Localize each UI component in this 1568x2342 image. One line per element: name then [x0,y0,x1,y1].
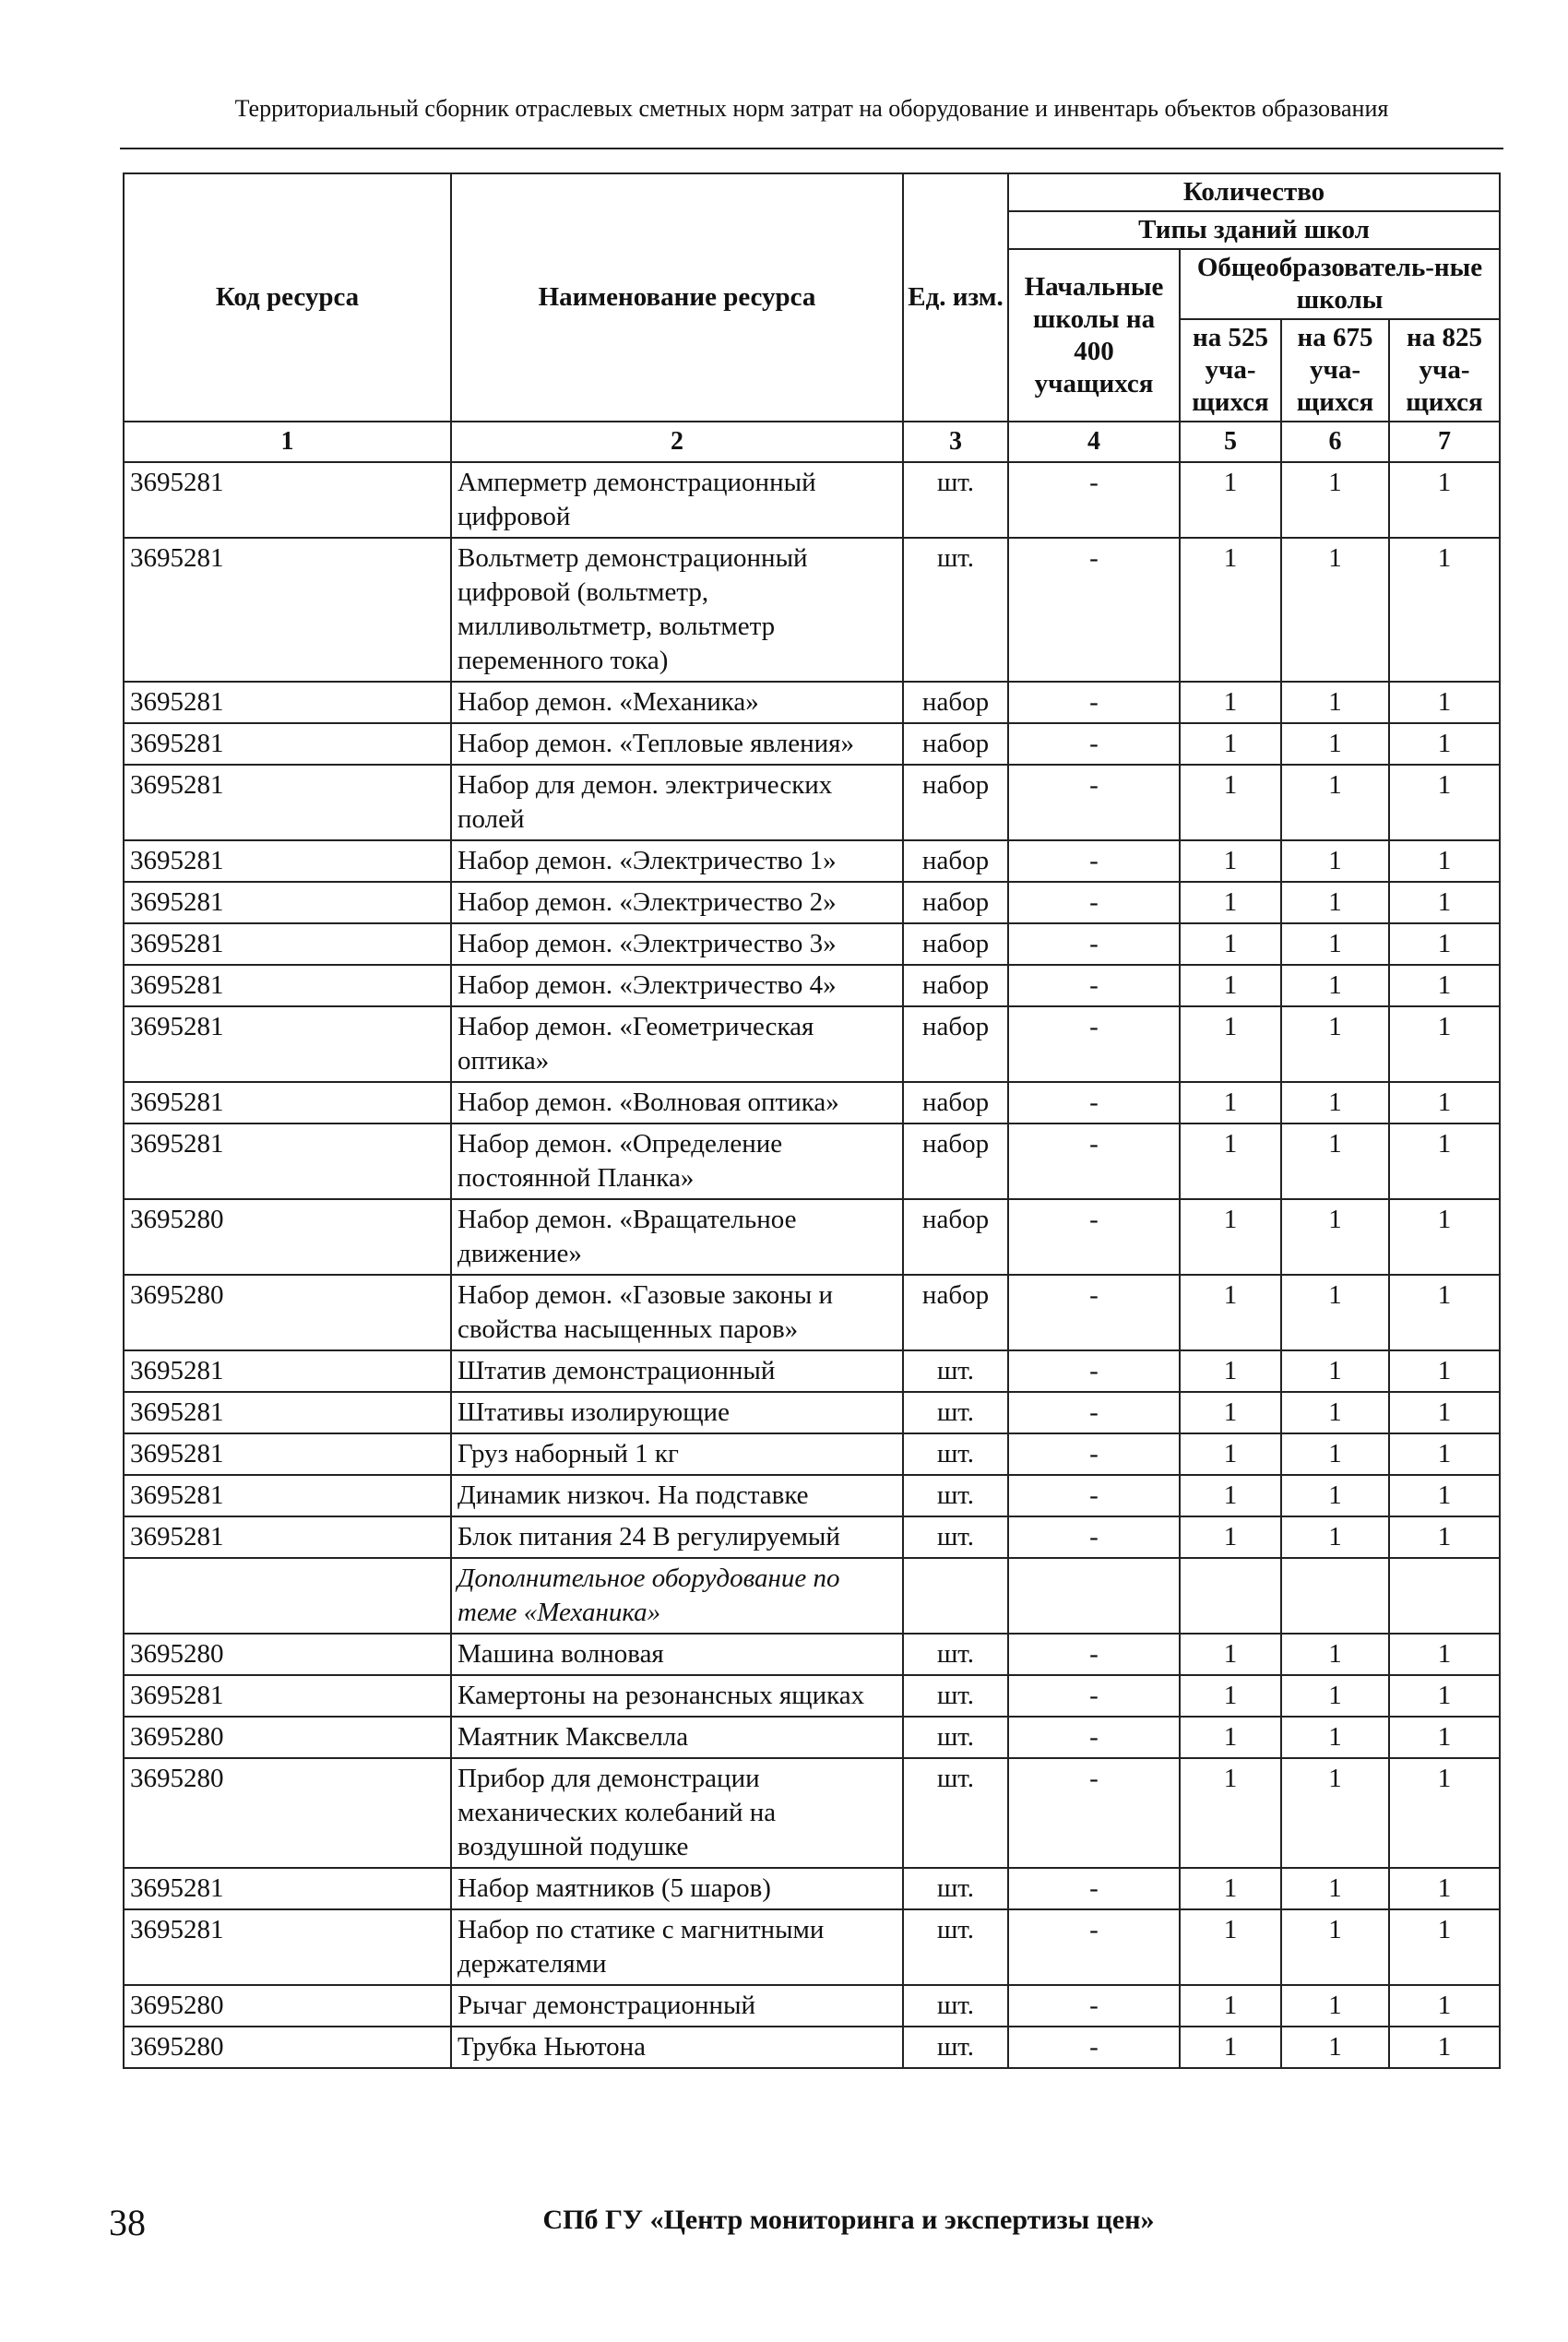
section-row [124,1558,1500,1634]
table-row [124,538,1500,682]
resource-name: Набор для демон. электрических полей [451,765,903,840]
quantity-525: 1 [1180,2027,1281,2068]
resource-code: 3695281 [124,462,451,538]
quantity-400: - [1008,1433,1180,1475]
unit-of-measure: набор [903,723,1008,765]
unit-of-measure: шт. [903,462,1008,538]
table-row [124,965,1500,1006]
resource-name: Машина волновая [451,1634,903,1675]
quantity-400: - [1008,462,1180,538]
quantity-825: 1 [1389,1123,1500,1199]
quantity-825: 1 [1389,765,1500,840]
empty-cell [1281,1558,1389,1634]
section-code-cell [124,1558,451,1634]
quantity-825: 1 [1389,1516,1500,1558]
resource-name: Набор демон. «Электричество 3» [451,923,903,965]
table-row [124,840,1500,882]
column-number: 7 [1389,422,1500,462]
resource-name: Камертоны на резонансных ящиках [451,1675,903,1717]
resource-name: Набор по статике с магнитными держателями [451,1909,903,1985]
resource-name: Набор демон. «Электричество 2» [451,882,903,923]
quantity-675: 1 [1281,1675,1389,1717]
resource-code: 3695281 [124,1350,451,1392]
column-number: 2 [451,422,903,462]
quantity-400: - [1008,723,1180,765]
unit-of-measure: шт. [903,1985,1008,2027]
quantity-675: 1 [1281,682,1389,723]
quantity-675: 1 [1281,723,1389,765]
unit-of-measure: набор [903,682,1008,723]
resource-code: 3695281 [124,1868,451,1909]
resource-name: Блок питания 24 В регулируемый [451,1516,903,1558]
table-row [124,1123,1500,1199]
table-row [124,1199,1500,1275]
empty-cell [1008,1558,1180,1634]
unit-of-measure: шт. [903,1634,1008,1675]
resource-name: Вольтметр демонстрационный цифровой (вольтметр, милливольтметр, вольтметр переменного тока) [451,538,903,682]
quantity-400: - [1008,1082,1180,1123]
unit-of-measure: шт. [903,1516,1008,1558]
quantity-525: 1 [1180,1675,1281,1717]
table-row [124,765,1500,840]
column-number: 3 [903,422,1008,462]
quantity-675: 1 [1281,1006,1389,1082]
resource-name: Рычаг демонстрационный [451,1985,903,2027]
table-row [124,462,1500,538]
resource-code: 3695281 [124,923,451,965]
quantity-825: 1 [1389,1758,1500,1868]
resource-code: 3695281 [124,1082,451,1123]
unit-of-measure: шт. [903,1475,1008,1516]
header-quantity: Количество [1008,173,1500,211]
quantity-525: 1 [1180,1475,1281,1516]
quantity-825: 1 [1389,1868,1500,1909]
resource-table [123,172,1501,2069]
quantity-825: 1 [1389,1350,1500,1392]
quantity-675: 1 [1281,2027,1389,2068]
resource-code: 3695280 [124,1758,451,1868]
quantity-525: 1 [1180,965,1281,1006]
quantity-525: 1 [1180,765,1281,840]
table-row [124,1433,1500,1475]
quantity-400: - [1008,1350,1180,1392]
column-number: 1 [124,422,451,462]
quantity-675: 1 [1281,1985,1389,2027]
resource-code: 3695281 [124,1392,451,1433]
quantity-400: - [1008,840,1180,882]
quantity-825: 1 [1389,1275,1500,1350]
resource-code: 3695281 [124,765,451,840]
resource-name: Набор демон. «Электричество 1» [451,840,903,882]
unit-of-measure: шт. [903,2027,1008,2068]
header-primary-schools: Начальные школы на 400 учащихся [1008,249,1180,422]
resource-code: 3695281 [124,1516,451,1558]
quantity-400: - [1008,1758,1180,1868]
page-header: Территориальный сборник отраслевых сметных норм затрат на оборудование и инвентарь объектов образования [234,95,1389,122]
quantity-825: 1 [1389,965,1500,1006]
quantity-675: 1 [1281,1350,1389,1392]
quantity-525: 1 [1180,723,1281,765]
unit-of-measure: шт. [903,1392,1008,1433]
quantity-675: 1 [1281,538,1389,682]
unit-of-measure: набор [903,1082,1008,1123]
quantity-825: 1 [1389,2027,1500,2068]
quantity-525: 1 [1180,1758,1281,1868]
quantity-525: 1 [1180,682,1281,723]
resource-name: Амперметр демонстрационный цифровой [451,462,903,538]
section-title: Дополнительное оборудование по теме «Механика» [451,1558,903,1634]
table-row [124,1985,1500,2027]
table-row [124,1717,1500,1758]
resource-code: 3695281 [124,882,451,923]
quantity-525: 1 [1180,1082,1281,1123]
resource-code: 3695281 [124,1475,451,1516]
unit-of-measure: набор [903,1275,1008,1350]
quantity-525: 1 [1180,462,1281,538]
header-code: Код ресурса [124,173,451,422]
quantity-400: - [1008,1006,1180,1082]
resource-code: 3695280 [124,1199,451,1275]
unit-of-measure: набор [903,882,1008,923]
footer-organization: СПб ГУ «Центр мониторинга и экспертизы цен» [542,2205,1155,2235]
resource-code: 3695281 [124,1675,451,1717]
quantity-400: - [1008,1717,1180,1758]
header-525: на 525 уча-щихся [1180,319,1281,422]
unit-of-measure: шт. [903,1868,1008,1909]
quantity-675: 1 [1281,1634,1389,1675]
header-unit: Ед. изм. [903,173,1008,422]
resource-code: 3695281 [124,538,451,682]
quantity-525: 1 [1180,1199,1281,1275]
resource-code: 3695281 [124,965,451,1006]
empty-cell [1389,1558,1500,1634]
quantity-400: - [1008,1516,1180,1558]
unit-of-measure: шт. [903,1433,1008,1475]
page-number: 38 [109,2202,146,2243]
quantity-400: - [1008,538,1180,682]
header-divider [120,148,1503,149]
table-row [124,1475,1500,1516]
resource-code: 3695280 [124,1985,451,2027]
quantity-525: 1 [1180,1868,1281,1909]
quantity-825: 1 [1389,1392,1500,1433]
header-general-schools: Общеобразователь-ные школы [1180,249,1500,319]
quantity-675: 1 [1281,965,1389,1006]
quantity-825: 1 [1389,1909,1500,1985]
quantity-675: 1 [1281,1868,1389,1909]
resource-name: Набор демон. «Геометрическая оптика» [451,1006,903,1082]
quantity-825: 1 [1389,1006,1500,1082]
quantity-400: - [1008,882,1180,923]
quantity-675: 1 [1281,1275,1389,1350]
quantity-825: 1 [1389,882,1500,923]
quantity-525: 1 [1180,1909,1281,1985]
quantity-400: - [1008,923,1180,965]
header-name: Наименование ресурса [451,173,903,422]
quantity-675: 1 [1281,923,1389,965]
quantity-400: - [1008,1634,1180,1675]
table-row [124,882,1500,923]
quantity-675: 1 [1281,1392,1389,1433]
quantity-400: - [1008,2027,1180,2068]
table-row [124,1758,1500,1868]
quantity-675: 1 [1281,765,1389,840]
resource-code: 3695281 [124,1433,451,1475]
unit-of-measure: набор [903,965,1008,1006]
quantity-825: 1 [1389,840,1500,882]
quantity-675: 1 [1281,462,1389,538]
quantity-400: - [1008,1985,1180,2027]
empty-cell [1180,1558,1281,1634]
quantity-675: 1 [1281,1199,1389,1275]
unit-of-measure: шт. [903,1758,1008,1868]
table-row [124,682,1500,723]
header-building-types: Типы зданий школ [1008,211,1500,249]
quantity-400: - [1008,965,1180,1006]
unit-of-measure: набор [903,923,1008,965]
quantity-400: - [1008,1475,1180,1516]
quantity-525: 1 [1180,1985,1281,2027]
quantity-675: 1 [1281,1909,1389,1985]
unit-of-measure: шт. [903,1909,1008,1985]
quantity-525: 1 [1180,1717,1281,1758]
resource-code: 3695281 [124,1909,451,1985]
quantity-825: 1 [1389,1082,1500,1123]
resource-code: 3695281 [124,1006,451,1082]
resource-name: Набор демон. «Газовые законы и свойства насыщенных паров» [451,1275,903,1350]
table-row [124,1275,1500,1350]
unit-of-measure: набор [903,1199,1008,1275]
resource-name: Маятник Максвелла [451,1717,903,1758]
quantity-525: 1 [1180,1392,1281,1433]
resource-name: Набор маятников (5 шаров) [451,1868,903,1909]
resource-name: Набор демон. «Волновая оптика» [451,1082,903,1123]
column-number-row [124,422,1500,462]
unit-of-measure: шт. [903,1717,1008,1758]
resource-code: 3695280 [124,2027,451,2068]
header-675: на 675 уча-щихся [1281,319,1389,422]
resource-name: Набор демон. «Определение постоянной Планка» [451,1123,903,1199]
unit-of-measure: шт. [903,1675,1008,1717]
quantity-525: 1 [1180,840,1281,882]
quantity-400: - [1008,765,1180,840]
quantity-525: 1 [1180,1433,1281,1475]
resource-name: Штатив демонстрационный [451,1350,903,1392]
quantity-825: 1 [1389,923,1500,965]
column-number: 5 [1180,422,1281,462]
resource-name: Прибор для демонстрации механических колебаний на воздушной подушке [451,1758,903,1868]
quantity-675: 1 [1281,1082,1389,1123]
quantity-825: 1 [1389,462,1500,538]
resource-name: Набор демон. «Вращательное движение» [451,1199,903,1275]
quantity-525: 1 [1180,923,1281,965]
quantity-675: 1 [1281,1717,1389,1758]
resource-code: 3695281 [124,682,451,723]
quantity-675: 1 [1281,840,1389,882]
table-row [124,1516,1500,1558]
column-number: 6 [1281,422,1389,462]
table-row [124,923,1500,965]
quantity-400: - [1008,682,1180,723]
table-row [124,1909,1500,1985]
quantity-825: 1 [1389,1717,1500,1758]
quantity-675: 1 [1281,1123,1389,1199]
quantity-400: - [1008,1868,1180,1909]
quantity-825: 1 [1389,723,1500,765]
resource-name: Груз наборный 1 кг [451,1433,903,1475]
quantity-400: - [1008,1909,1180,1985]
quantity-525: 1 [1180,1006,1281,1082]
quantity-825: 1 [1389,682,1500,723]
header-825: на 825 уча-щихся [1389,319,1500,422]
unit-of-measure: шт. [903,538,1008,682]
quantity-675: 1 [1281,1516,1389,1558]
unit-of-measure: набор [903,1123,1008,1199]
quantity-675: 1 [1281,882,1389,923]
resource-name: Штативы изолирующие [451,1392,903,1433]
quantity-825: 1 [1389,538,1500,682]
quantity-825: 1 [1389,1634,1500,1675]
quantity-525: 1 [1180,1634,1281,1675]
empty-cell [903,1558,1008,1634]
quantity-825: 1 [1389,1475,1500,1516]
quantity-525: 1 [1180,538,1281,682]
quantity-675: 1 [1281,1433,1389,1475]
resource-name: Набор демон. «Тепловые явления» [451,723,903,765]
unit-of-measure: набор [903,840,1008,882]
quantity-675: 1 [1281,1758,1389,1868]
column-number: 4 [1008,422,1180,462]
quantity-675: 1 [1281,1475,1389,1516]
table-body [124,422,1500,2068]
resource-name: Набор демон. «Механика» [451,682,903,723]
quantity-400: - [1008,1123,1180,1199]
quantity-525: 1 [1180,1275,1281,1350]
resource-name: Динамик низкоч. На подставке [451,1475,903,1516]
table-row [124,1350,1500,1392]
quantity-525: 1 [1180,1350,1281,1392]
unit-of-measure: набор [903,1006,1008,1082]
table-row [124,1634,1500,1675]
quantity-400: - [1008,1392,1180,1433]
table-row [124,2027,1500,2068]
unit-of-measure: шт. [903,1350,1008,1392]
resource-code: 3695280 [124,1717,451,1758]
table-row [124,1392,1500,1433]
unit-of-measure: набор [903,765,1008,840]
quantity-825: 1 [1389,1199,1500,1275]
quantity-525: 1 [1180,882,1281,923]
resource-code: 3695281 [124,1123,451,1199]
table-row [124,723,1500,765]
quantity-400: - [1008,1199,1180,1275]
quantity-525: 1 [1180,1123,1281,1199]
resource-name: Набор демон. «Электричество 4» [451,965,903,1006]
table-row [124,1006,1500,1082]
resource-code: 3695280 [124,1634,451,1675]
resource-code: 3695280 [124,1275,451,1350]
table-row [124,1868,1500,1909]
resource-name: Трубка Ньютона [451,2027,903,2068]
quantity-825: 1 [1389,1675,1500,1717]
table-row [124,1675,1500,1717]
quantity-825: 1 [1389,1985,1500,2027]
quantity-525: 1 [1180,1516,1281,1558]
resource-code: 3695281 [124,723,451,765]
quantity-825: 1 [1389,1433,1500,1475]
quantity-400: - [1008,1675,1180,1717]
quantity-400: - [1008,1275,1180,1350]
table-row [124,1082,1500,1123]
resource-code: 3695281 [124,840,451,882]
